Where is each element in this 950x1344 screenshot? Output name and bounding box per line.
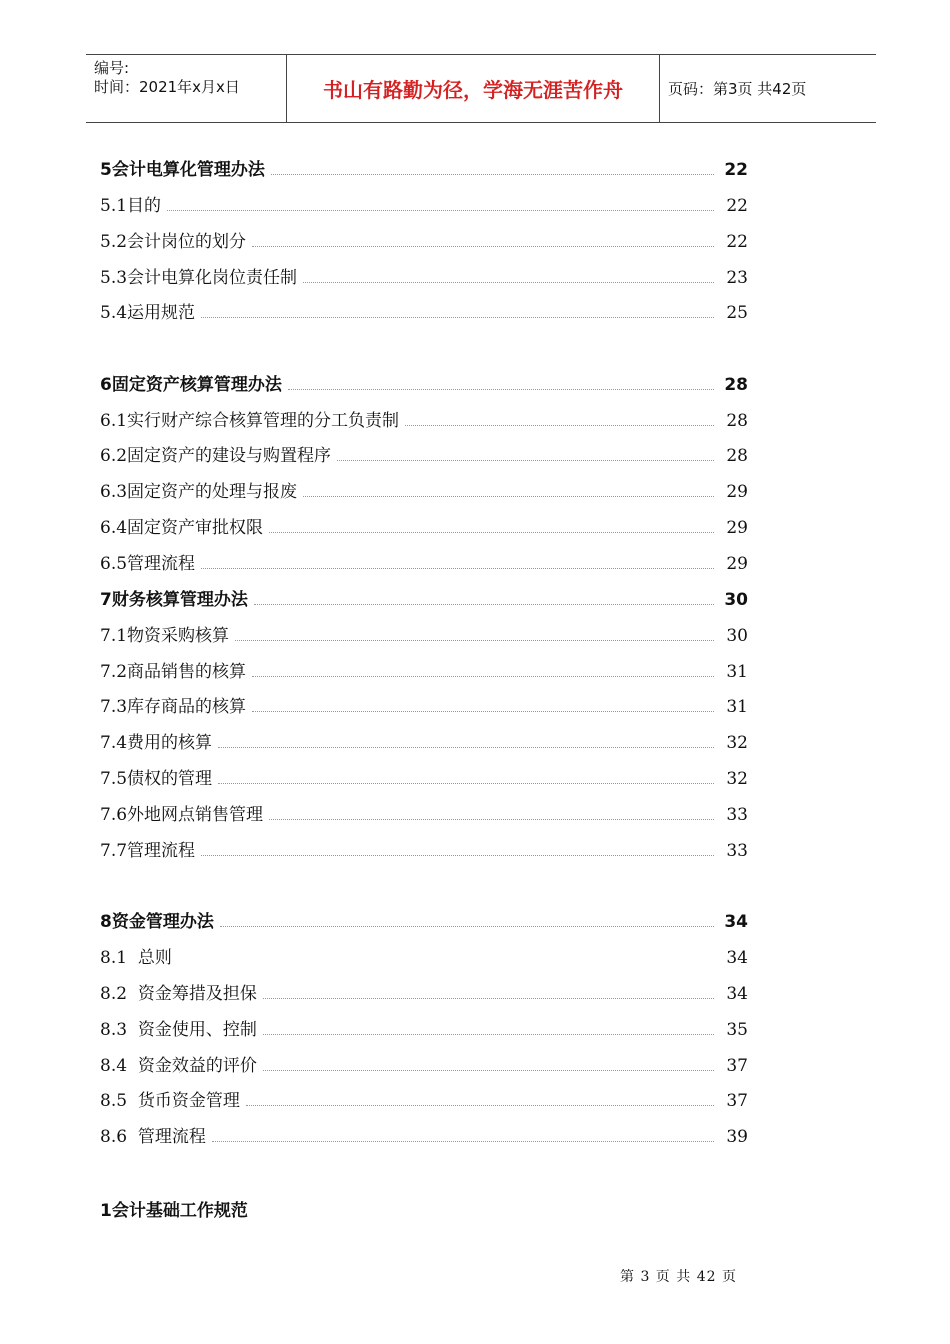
toc-leader	[269, 532, 714, 533]
toc-leader	[303, 282, 714, 283]
toc-entry-page: 28	[726, 411, 748, 431]
toc-entry-label: 6.4固定资产审批权限	[100, 518, 264, 538]
toc-leader	[263, 1034, 714, 1035]
toc-entry[interactable]	[100, 1017, 748, 1041]
toc-entry-page: 33	[726, 841, 748, 861]
toc-entry-page: 34	[724, 912, 748, 932]
toc-entry-label: 7.7管理流程	[100, 841, 196, 861]
toc-entry[interactable]	[100, 1088, 748, 1112]
toc-entry-label: 6.1实行财产综合核算管理的分工负责制	[100, 411, 400, 431]
toc-entry-label: 6.3固定资产的处理与报废	[100, 482, 298, 502]
toc-entry-label: 7.2商品销售的核算	[100, 662, 247, 682]
toc-entry-page: 34	[726, 948, 748, 968]
toc-leader	[269, 819, 714, 820]
toc-leader	[252, 676, 714, 677]
section-heading: 1会计基础工作规范	[100, 1201, 248, 1221]
toc-leader	[337, 460, 714, 461]
header-motto: 书山有路勤为径，学海无涯苦作舟	[286, 55, 660, 122]
toc-leader	[252, 246, 714, 247]
header-page-info: 页码：第3页 共42页	[668, 80, 807, 98]
toc-entry[interactable]	[100, 587, 748, 611]
toc-entry-label: 7.5债权的管理	[100, 769, 213, 789]
toc-leader	[263, 998, 714, 999]
toc-entry-page: 37	[726, 1056, 748, 1076]
toc-leader	[178, 962, 714, 963]
toc-entry[interactable]	[100, 265, 748, 289]
toc-entry-label: 8.1 总则	[100, 948, 172, 968]
toc-entry[interactable]	[100, 372, 748, 396]
toc-entry[interactable]	[100, 1053, 748, 1077]
toc-entry-page: 35	[726, 1020, 748, 1040]
toc-entry-label: 8.6 管理流程	[100, 1127, 206, 1147]
toc-entry[interactable]	[100, 229, 748, 253]
toc-entry-page: 39	[726, 1127, 748, 1147]
toc-leader	[271, 174, 714, 175]
toc-entry-page: 22	[726, 232, 748, 252]
toc-entry[interactable]	[100, 981, 748, 1005]
document-number-label: 编号:	[94, 59, 130, 77]
toc-entry-label: 6.5管理流程	[100, 554, 196, 574]
toc-entry-page: 25	[726, 303, 748, 323]
toc-entry-label: 8.3 资金使用、控制	[100, 1020, 257, 1040]
toc-entry-page: 34	[726, 984, 748, 1004]
toc-entry[interactable]	[100, 694, 748, 718]
toc-entry-label: 8.4 资金效益的评价	[100, 1056, 257, 1076]
toc-entry-label: 6.2固定资产的建设与购置程序	[100, 446, 332, 466]
toc-entry-page: 28	[726, 446, 748, 466]
toc-entry[interactable]	[100, 300, 748, 324]
toc-entry-label: 5.2会计岗位的划分	[100, 232, 247, 252]
toc-entry[interactable]	[100, 515, 748, 539]
toc-leader	[167, 210, 714, 211]
toc-entry-label: 7.3库存商品的核算	[100, 697, 247, 717]
toc-leader	[218, 783, 714, 784]
toc-entry-label: 7.1物资采购核算	[100, 626, 230, 646]
toc-entry-label: 5.4运用规范	[100, 303, 196, 323]
toc-leader	[263, 1070, 714, 1071]
toc-entry-page: 29	[726, 518, 748, 538]
toc-entry-label: 5.3会计电算化岗位责任制	[100, 268, 298, 288]
toc-entry[interactable]	[100, 766, 748, 790]
toc-entry-page: 30	[726, 626, 748, 646]
toc-entry[interactable]	[100, 479, 748, 503]
toc-entry-page: 37	[726, 1091, 748, 1111]
toc-entry-page: 32	[726, 769, 748, 789]
toc-entry-page: 30	[724, 590, 748, 610]
toc-leader	[288, 389, 714, 390]
toc-entry-page: 22	[724, 160, 748, 180]
toc-leader	[201, 855, 714, 856]
toc-entry[interactable]	[100, 623, 748, 647]
toc-leader	[405, 425, 714, 426]
toc-entry-page: 32	[726, 733, 748, 753]
header-meta	[94, 55, 284, 122]
toc-entry-page: 29	[726, 482, 748, 502]
toc-entry-label: 5会计电算化管理办法	[100, 160, 265, 180]
toc-entry[interactable]	[100, 730, 748, 754]
toc-entry[interactable]	[100, 157, 748, 181]
toc-entry[interactable]	[100, 802, 748, 826]
toc-entry[interactable]	[100, 659, 748, 683]
toc-entry[interactable]	[100, 408, 748, 432]
toc-entry-page: 22	[726, 196, 748, 216]
toc-leader	[303, 496, 714, 497]
toc-entry-page: 33	[726, 805, 748, 825]
toc-entry-label: 7.6外地网点销售管理	[100, 805, 264, 825]
toc-entry-label: 7.4费用的核算	[100, 733, 213, 753]
toc-leader	[220, 926, 714, 927]
toc-entry[interactable]	[100, 443, 748, 467]
toc-leader	[254, 604, 714, 605]
toc-entry[interactable]	[100, 1124, 748, 1148]
toc-leader	[218, 747, 714, 748]
toc-entry-page: 28	[724, 375, 748, 395]
toc-entry-page: 31	[726, 662, 748, 682]
toc-entry-label: 6固定资产核算管理办法	[100, 375, 282, 395]
toc-entry-label: 8.5 货币资金管理	[100, 1091, 240, 1111]
toc-entry[interactable]	[100, 909, 748, 933]
toc-entry[interactable]	[100, 838, 748, 862]
toc-entry[interactable]	[100, 945, 748, 969]
toc-leader	[246, 1105, 714, 1106]
toc-entry-page: 23	[726, 268, 748, 288]
toc-leader	[201, 568, 714, 569]
toc-entry-label: 8.2 资金筹措及担保	[100, 984, 257, 1004]
toc-entry-label: 5.1目的	[100, 196, 162, 216]
document-time: 时间：2021年x月x日	[94, 78, 240, 96]
toc-entry-page: 31	[726, 697, 748, 717]
toc-leader	[252, 711, 714, 712]
page-footer: 第 3 页 共 42 页	[620, 1269, 737, 1285]
page-header	[86, 54, 876, 123]
toc-leader	[235, 640, 714, 641]
toc-entry-label: 7财务核算管理办法	[100, 590, 248, 610]
toc-entry-label: 8资金管理办法	[100, 912, 214, 932]
toc-entry-page: 29	[726, 554, 748, 574]
toc-entry[interactable]	[100, 193, 748, 217]
toc-entry[interactable]	[100, 551, 748, 575]
toc-leader	[212, 1141, 714, 1142]
toc-leader	[201, 317, 714, 318]
